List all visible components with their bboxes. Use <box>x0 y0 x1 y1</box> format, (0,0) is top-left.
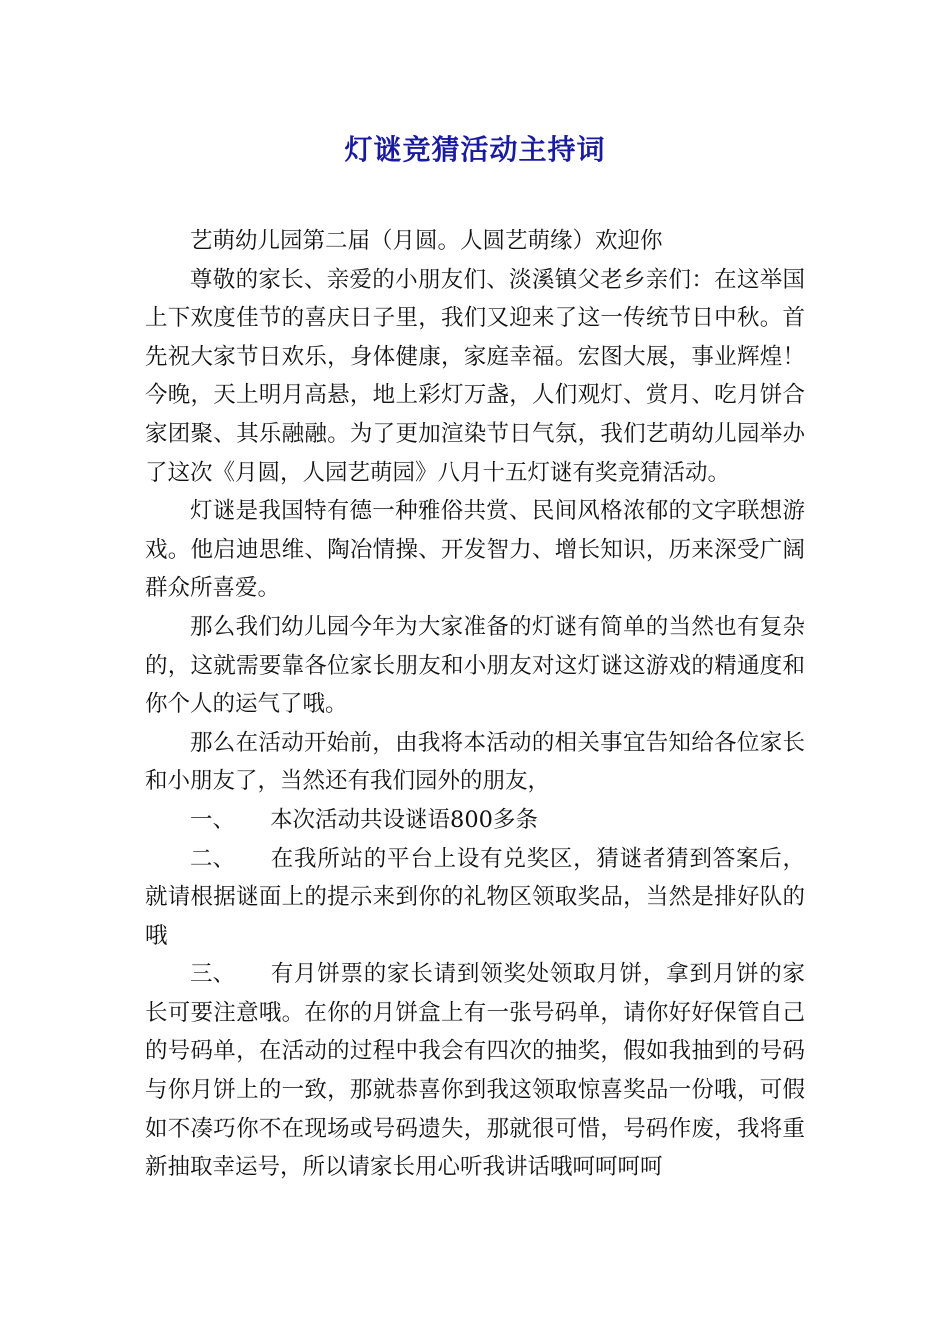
list-item-text: 有月饼票的家长请到领奖处领取月饼，拿到月饼的家长可要注意哦。在你的月饼盒上有一张号码单，请你好好保管自己的号码单，在活动的过程中我会有四次的抽奖，假如我抽到的号码与你月饼上的一致，那就恭喜你到我这领取惊喜奖品一份哦，可假如不凑巧你不在现场或号码遗失，那就很可惜，号码作废，我将重新抽取幸运号，所以请家长用心听我讲话哦呵呵呵呵 <box>145 961 805 1181</box>
list-item-text: 在我所站的平台上设有兑奖区，猜谜者猜到答案后，就请根据谜面上的提示来到你的礼物区领取奖品，当然是排好队的哦 <box>145 845 805 949</box>
paragraph-riddle-intro: 灯谜是我国特有德一种雅俗共赏、民间风格浓郁的文字联想游戏。他启迪思维、陶冶情操、开发智力、增长知识，历来深受广阔群众所喜爱。 <box>145 498 805 602</box>
list-item <box>145 801 805 840</box>
document-title: 灯谜竞猜活动主持词 <box>344 133 606 166</box>
paragraph-notice: 那么在活动开始前，由我将本活动的相关事宜告知给各位家长和小朋友了，当然还有我们园外的朋友， <box>145 729 805 795</box>
list-item-text: 本次活动共设谜语800多条 <box>270 806 538 833</box>
document-body <box>145 222 805 1187</box>
paragraph-greeting: 尊敬的家长、亲爱的小朋友们、淡溪镇父老乡亲们：在这举国上下欢度佳节的喜庆日子里，我们又迎来了这一传统节日中秋。首先祝大家节日欢乐，身体健康，家庭幸福。宏图大展，事业辉煌！今晚，天上明月高悬，地上彩灯万盏，人们观灯、赏月、吃月饼合家团聚、其乐融融。为了更加渲染节日气氛，我们艺萌幼儿园举办了这次《月圆，人园艺萌园》八月十五灯谜有奖竞猜活动。 <box>145 266 805 486</box>
paragraph-difficulty: 那么我们幼儿园今年为大家准备的灯谜有简单的当然也有复杂的，这就需要靠各位家长朋友和小朋友对这灯谜这游戏的精通度和你个人的运气了哦。 <box>145 613 805 718</box>
subtitle-line: 艺萌幼儿园第二届（月圆。人圆艺萌缘）欢迎你 <box>190 228 663 254</box>
list-item <box>145 840 805 956</box>
list-item <box>145 955 805 1187</box>
list-item-number: 二、 <box>190 845 236 872</box>
list-item-number: 三、 <box>190 961 236 988</box>
list-item-number: 一、 <box>190 806 236 833</box>
